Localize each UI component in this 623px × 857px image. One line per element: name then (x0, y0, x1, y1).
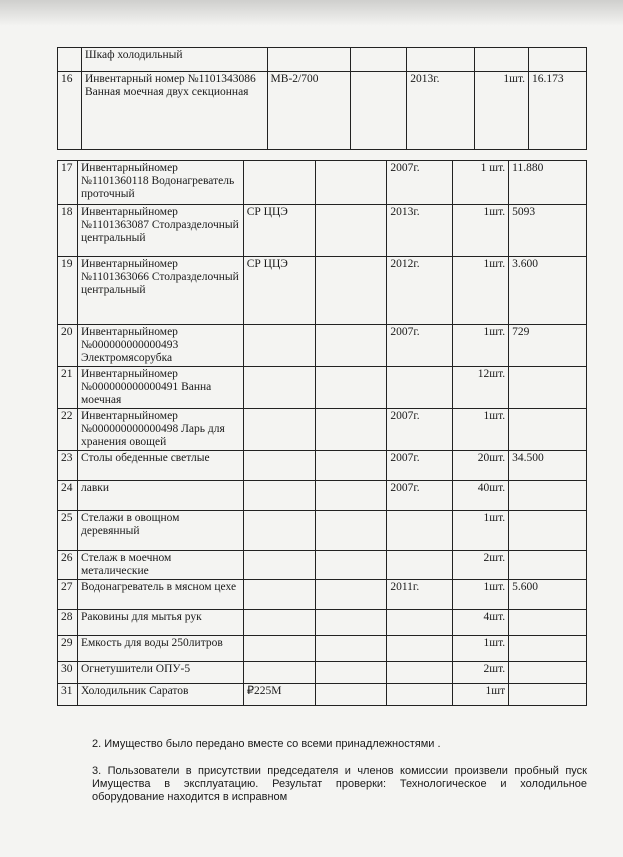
extra-cell (315, 481, 387, 511)
sum-cell (509, 662, 587, 684)
row-number-cell: 18 (58, 205, 78, 257)
sum-cell (509, 551, 587, 580)
table-row (58, 257, 587, 325)
model-cell (243, 451, 315, 481)
row-number-cell: 29 (58, 636, 78, 662)
row-number-cell: 24 (58, 481, 78, 511)
table-row (58, 551, 587, 580)
table-row (58, 481, 587, 511)
row-number-cell: 23 (58, 451, 78, 481)
quantity-cell (475, 48, 529, 72)
quantity-cell: 1шт. (453, 511, 509, 551)
table-row (58, 48, 587, 72)
quantity-cell: 1шт (453, 684, 509, 706)
year-cell: 2007г. (387, 325, 453, 367)
item-name-cell: Емкость для воды 250литров (77, 636, 243, 662)
model-cell (243, 662, 315, 684)
paragraph-2: 2. Имущество было передано вместе со всеми принадлежностями . (92, 738, 441, 750)
year-cell (387, 367, 453, 409)
model-cell (243, 481, 315, 511)
row-number-cell: 31 (58, 684, 78, 706)
item-name-cell: Стелаж в моечном металические (77, 551, 243, 580)
year-cell: 2012г. (387, 257, 453, 325)
extra-cell (351, 48, 407, 72)
table-row (58, 161, 587, 205)
item-name-cell: Инвентарный номер №1101343086 Ванная моечная двух секционная (81, 72, 267, 150)
extra-cell (315, 684, 387, 706)
quantity-cell: 1шт. (453, 205, 509, 257)
table-row (58, 72, 587, 150)
table-row (58, 367, 587, 409)
sum-cell (509, 481, 587, 511)
row-number-cell: 20 (58, 325, 78, 367)
quantity-cell: 1шт. (453, 409, 509, 451)
row-number-cell: 21 (58, 367, 78, 409)
item-name-cell: Инвентарныйномер №1101360118 Водонагреватель проточный (77, 161, 243, 205)
year-cell: 2007г. (387, 451, 453, 481)
sum-cell: 11.880 (509, 161, 587, 205)
row-number-cell: 19 (58, 257, 78, 325)
year-cell (387, 662, 453, 684)
item-name-cell: Раковины для мытья рук (77, 610, 243, 636)
quantity-cell: 1шт. (453, 325, 509, 367)
table-row (58, 409, 587, 451)
document-paragraphs (92, 738, 587, 818)
table-row (58, 580, 587, 610)
quantity-cell: 20шт. (453, 451, 509, 481)
row-number-cell: 17 (58, 161, 78, 205)
table-row (58, 684, 587, 706)
extra-cell (315, 580, 387, 610)
item-name-cell: Шкаф холодильный (81, 48, 267, 72)
model-cell (243, 511, 315, 551)
quantity-cell: 1шт. (453, 257, 509, 325)
item-name-cell: Столы обеденные светлые (77, 451, 243, 481)
sum-cell: 5.600 (509, 580, 587, 610)
table-row (58, 610, 587, 636)
item-name-cell: Стелажи в овощном деревянный (77, 511, 243, 551)
model-cell (243, 367, 315, 409)
item-name-cell: Инвентарныйномер №1101363066 Столразделочный центральный (77, 257, 243, 325)
table-row (58, 511, 587, 551)
sum-cell: 3.600 (509, 257, 587, 325)
year-cell: 2013г. (387, 205, 453, 257)
quantity-cell: 12шт. (453, 367, 509, 409)
item-name-cell: Огнетушители ОПУ-5 (77, 662, 243, 684)
model-cell: СР ЦЦЭ (243, 257, 315, 325)
quantity-cell: 1шт. (475, 72, 529, 150)
sum-cell (509, 636, 587, 662)
sum-cell: 16.173 (529, 72, 587, 150)
table-row (58, 636, 587, 662)
extra-cell (315, 205, 387, 257)
extra-cell (351, 72, 407, 150)
sum-cell (509, 367, 587, 409)
extra-cell (315, 511, 387, 551)
year-cell: 2007г. (387, 481, 453, 511)
row-number-cell (58, 48, 82, 72)
quantity-cell: 1шт. (453, 636, 509, 662)
quantity-cell: 40шт. (453, 481, 509, 511)
model-cell (243, 636, 315, 662)
row-number-cell: 16 (58, 72, 82, 150)
row-number-cell: 30 (58, 662, 78, 684)
quantity-cell: 2шт. (453, 662, 509, 684)
sum-cell (529, 48, 587, 72)
table-row (58, 451, 587, 481)
row-number-cell: 25 (58, 511, 78, 551)
sum-cell: 5093 (509, 205, 587, 257)
extra-cell (315, 367, 387, 409)
paragraph-3: 3. Пользователи в присутствии председателя и членов комиссии произвели пробный пуск Имущества в эксплуатацию. Результат проверки: Технологическое и холодильное оборудование находится в исправном (92, 765, 587, 803)
quantity-cell: 1 шт. (453, 161, 509, 205)
year-cell (387, 511, 453, 551)
quantity-cell: 4шт. (453, 610, 509, 636)
table-row (58, 325, 587, 367)
extra-cell (315, 636, 387, 662)
table-row (58, 205, 587, 257)
row-number-cell: 27 (58, 580, 78, 610)
model-cell (243, 409, 315, 451)
quantity-cell: 2шт. (453, 551, 509, 580)
model-cell (267, 48, 351, 72)
model-cell (243, 325, 315, 367)
quantity-cell: 1шт. (453, 580, 509, 610)
sum-cell: 729 (509, 325, 587, 367)
year-cell (387, 636, 453, 662)
extra-cell (315, 257, 387, 325)
sum-cell (509, 511, 587, 551)
model-cell (243, 161, 315, 205)
extra-cell (315, 610, 387, 636)
inventory-table-main (57, 160, 587, 706)
year-cell: 2013г. (407, 72, 475, 150)
model-cell (243, 610, 315, 636)
row-number-cell: 22 (58, 409, 78, 451)
scan-shadow-edge (0, 0, 623, 26)
year-cell (407, 48, 475, 72)
model-cell: ₽225М (243, 684, 315, 706)
item-name-cell: Инвентарныйномер №000000000000493 Электромясорубка (77, 325, 243, 367)
sum-cell (509, 610, 587, 636)
inventory-table-top (57, 47, 587, 150)
extra-cell (315, 662, 387, 684)
extra-cell (315, 325, 387, 367)
extra-cell (315, 551, 387, 580)
extra-cell (315, 451, 387, 481)
year-cell: 2007г. (387, 409, 453, 451)
sum-cell: 34.500 (509, 451, 587, 481)
model-cell: МВ-2/700 (267, 72, 351, 150)
extra-cell (315, 161, 387, 205)
year-cell (387, 684, 453, 706)
model-cell: СР ЦЦЭ (243, 205, 315, 257)
year-cell: 2011г. (387, 580, 453, 610)
item-name-cell: лавки (77, 481, 243, 511)
row-number-cell: 28 (58, 610, 78, 636)
item-name-cell: Водонагреватель в мясном цехе (77, 580, 243, 610)
sum-cell (509, 409, 587, 451)
extra-cell (315, 409, 387, 451)
model-cell (243, 580, 315, 610)
year-cell (387, 551, 453, 580)
year-cell: 2007г. (387, 161, 453, 205)
item-name-cell: Холодильник Саратов (77, 684, 243, 706)
model-cell (243, 551, 315, 580)
table-row (58, 662, 587, 684)
year-cell (387, 610, 453, 636)
sum-cell (509, 684, 587, 706)
item-name-cell: Инвентарныйномер №1101363087 Столразделочный центральный (77, 205, 243, 257)
item-name-cell: Инвентарныйномер №000000000000498 Ларь для хранения овощей (77, 409, 243, 451)
row-number-cell: 26 (58, 551, 78, 580)
item-name-cell: Инвентарныйномер №000000000000491 Ванна моечная (77, 367, 243, 409)
